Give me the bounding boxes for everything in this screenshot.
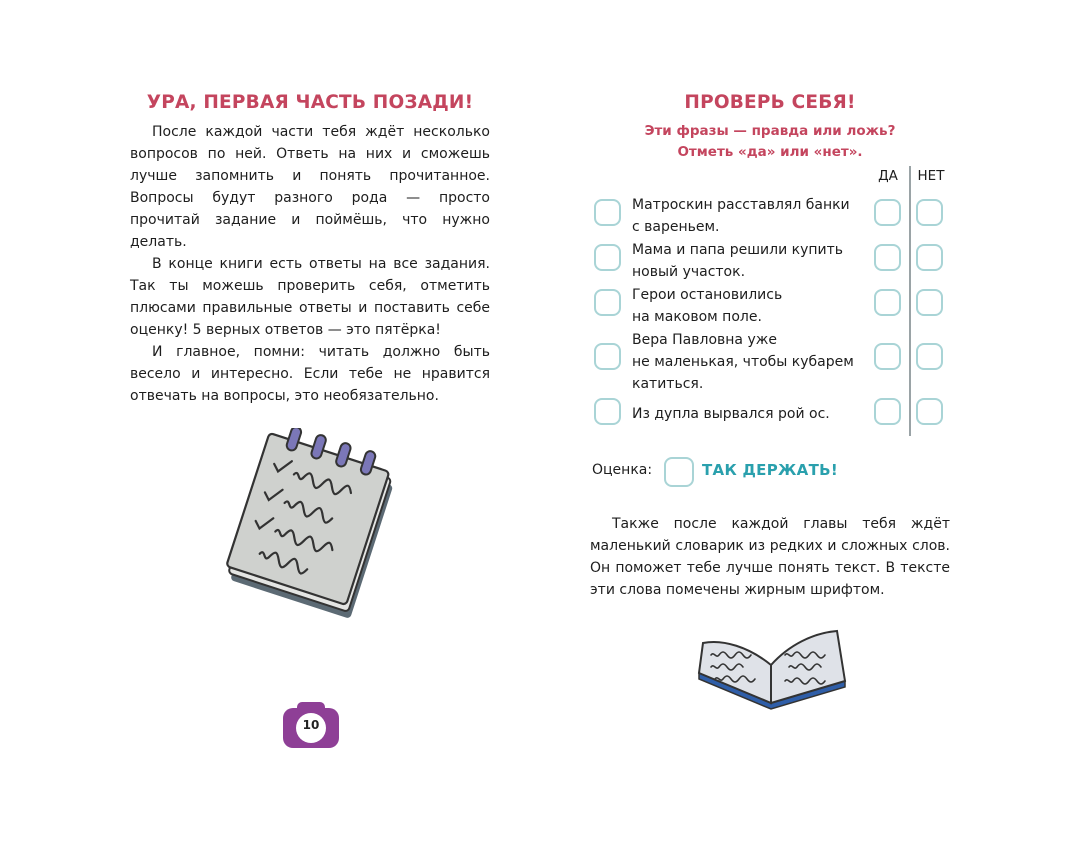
grade-value: ТАК ДЕРЖАТЬ!: [702, 461, 838, 479]
row-3-text: [632, 284, 782, 328]
row-1-yes-checkbox[interactable]: [874, 199, 901, 226]
row-1-mark-box[interactable]: [594, 199, 621, 226]
row-5-yes-checkbox[interactable]: [874, 398, 901, 425]
row-5-mark-box[interactable]: [594, 398, 621, 425]
left-page-heading: УРА, ПЕРВАЯ ЧАСТЬ ПОЗАДИ!: [146, 92, 474, 113]
row-3-no-checkbox[interactable]: [916, 289, 943, 316]
row-4-mark-box[interactable]: [594, 343, 621, 370]
grade-label: Оценка:: [592, 462, 653, 478]
left-paragraph-2: В конце книги есть ответы на все задания. Так ты можешь проверить себя, отметить плюсами правильные ответы и поставить себе оценку! 5 верных ответов — это пятёрка!: [130, 256, 490, 338]
row-2-text: [632, 239, 843, 283]
row-3-line-2: на маковом поле.: [632, 309, 762, 325]
grade-input-box[interactable]: [664, 457, 694, 487]
row-3-mark-box[interactable]: [594, 289, 621, 316]
left-paragraph-3: И главное, помни: читать должно быть весело и интересно. Если тебе не нравится отвечать на вопросы, это необязательно.: [130, 344, 490, 404]
row-4-yes-checkbox[interactable]: [874, 343, 901, 370]
row-5-text: [632, 403, 830, 425]
row-1-text: [632, 194, 850, 238]
row-1-line-1: Матроскин расставлял банки: [632, 197, 850, 213]
left-paragraph-1: После каждой части тебя ждёт несколько вопросов по ней. Ответь на них и сможешь лучше запомнить и понять прочитанное. Вопросы будут разного рода — просто прочитай задание и поймёшь, что нужно делать.: [130, 124, 490, 250]
right-paragraph: Также после каждой главы тебя ждёт маленький словарик из редких и сложных слов. Он поможет тебе лучше понять текст. В тексте эти слова помечены жирным шрифтом.: [590, 516, 950, 598]
row-2-no-checkbox[interactable]: [916, 244, 943, 271]
quiz-instruction-2: Отметь «да» или «нет».: [677, 144, 863, 160]
quiz-instruction-1: Эти фразы — правда или ложь?: [644, 123, 896, 139]
row-2-yes-checkbox[interactable]: [874, 244, 901, 271]
row-5-line-1: Из дупла вырвался рой ос.: [632, 406, 830, 422]
row-4-text: [632, 329, 854, 395]
row-4-no-checkbox[interactable]: [916, 343, 943, 370]
row-2-line-1: Мама и папа решили купить: [632, 242, 844, 258]
right-page-heading: ПРОВЕРЬ СЕБЯ!: [684, 92, 856, 113]
right-page-text: [590, 513, 950, 601]
column-no-header: НЕТ: [917, 168, 945, 184]
page-number: 10: [302, 718, 320, 732]
row-5-no-checkbox[interactable]: [916, 398, 943, 425]
row-1-line-2: с вареньем.: [632, 219, 720, 235]
notepad-illustration: [222, 428, 412, 618]
row-1-no-checkbox[interactable]: [916, 199, 943, 226]
row-4-line-1: Вера Павловна уже: [632, 332, 777, 348]
row-3-line-1: Герои остановились: [632, 287, 783, 303]
row-4-line-2: не маленькая, чтобы кубарем: [632, 354, 854, 370]
row-2-line-2: новый участок.: [632, 264, 746, 280]
row-4-line-3: катиться.: [632, 376, 704, 392]
open-book-illustration: [693, 625, 853, 710]
column-yes-header: ДА: [878, 168, 898, 184]
left-page-text: [130, 121, 490, 407]
column-divider: [909, 166, 911, 436]
row-2-mark-box[interactable]: [594, 244, 621, 271]
row-3-yes-checkbox[interactable]: [874, 289, 901, 316]
